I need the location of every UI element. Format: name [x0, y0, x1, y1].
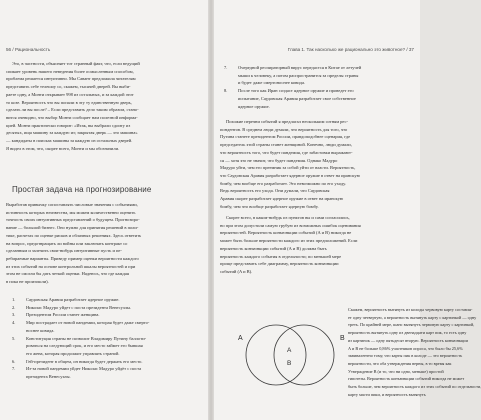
- text-line: событий (A и B).: [220, 268, 253, 274]
- text-line: вится очевидно, что выбор Монти сообщает нам полезной информа-: [6, 114, 138, 120]
- text-line: но при этом допустили самую грубую из возможных ошибок оценивания: [220, 222, 361, 228]
- text-line: быть больше, чем вероятность каждого из этих событий по отдельности,: [348, 384, 481, 390]
- text-line: что Саудовская Аравия разработает ядерное оружие в ответ на иранскую: [220, 172, 360, 178]
- text-line: представить себе телешоу со, скажем, тысячей дверей. Вы выби-: [6, 84, 131, 90]
- left-page: [0, 0, 208, 420]
- text-line: A и B не больше 0,86% участников опроса, что было бы 25,6%: [348, 345, 463, 351]
- list-item-number: 1.: [12, 297, 16, 302]
- list-item-number: 4.: [12, 320, 16, 326]
- list-item-number: 5.: [12, 335, 16, 341]
- text-line: гипотезы. Вероятность конъюнкции событий никогда не может: [348, 376, 465, 382]
- right-running-head: Глава 1. Так насколько же рационально это животное? / 37: [287, 47, 414, 52]
- right-body-text: [220, 118, 416, 210]
- text-line: вероятность конъюнкции событий (A и B) должна быть: [220, 245, 327, 251]
- text-line: вероятность вытянуть одну из двенадцати карт пик, то есть одну: [348, 330, 467, 336]
- text-line: вероятностей. Вероятность конъюнкции событий (A и B) никогда не: [220, 230, 352, 236]
- right-page: [214, 0, 481, 420]
- list-item-text: Николас Мадуро уйдет с поста президента Венесуэлы.: [26, 304, 132, 310]
- list-item: [12, 342, 202, 350]
- list-item-text: Из-за новой пандемии уйдет Николас Мадуро уйдёт с поста: [26, 366, 142, 372]
- list-item-text: роваться на следующий срок, и его место займет его бывшая: [26, 343, 143, 349]
- text-line: проблема решается интуитивно. Мы Савант предложила читателям: [6, 76, 136, 82]
- text-line: треть. По крайней мере, шанс вытянуть червовую карту с картинкой,: [348, 322, 475, 328]
- text-line: Похожие перечни событий я предлагал нескольким сотням рес-: [226, 119, 349, 124]
- list-item: [12, 296, 202, 304]
- list-item-number: 2.: [12, 304, 16, 310]
- left-section-text: [6, 201, 202, 286]
- text-line: ет одну четвертую, а вероятность вытянуть карту с картинкой — одну: [348, 314, 477, 320]
- text-line: вание — большой бизнес. Оно нужно для принятия решений в поли-: [6, 225, 139, 231]
- left-numbered-list: [12, 296, 202, 381]
- text-line: ся — хотя это не значит, что будет пандемия. Однако Мадуро: [220, 157, 338, 163]
- text-line: Утверждение B (и то, что ни одно, меньше) простой: [348, 368, 444, 374]
- text-line: то козе. Вероятность что вы попали в эту ту единственную дверь,: [6, 99, 132, 105]
- list-item-number: 6.: [12, 358, 16, 364]
- text-line: может быть больше вероятности каждого из этих предположений. Если: [220, 238, 358, 244]
- list-item-number: [224, 79, 238, 87]
- list-item-text: носнее ковида.: [26, 327, 55, 333]
- list-item-number: [12, 342, 26, 350]
- list-item: [12, 304, 202, 312]
- list-item-text: Саудовская Аравия разработает ядерное оружие.: [26, 297, 120, 302]
- list-item-text: Конституция страны не позволит Владимиру Путину баллоти-: [26, 335, 147, 341]
- list-item-text: Президентом России станет женщина.: [26, 312, 100, 318]
- list-item-number: [12, 327, 26, 335]
- venn-label-a: A: [238, 335, 243, 342]
- text-line: сделанным и залечить свои-нибудь интуитивные пусть и пе-: [6, 248, 122, 254]
- list-item-number: 8.: [224, 88, 228, 94]
- text-line: Я видел в этом, что, скорее всего, Монти и мы обозначили.: [6, 145, 120, 151]
- list-item-text: Гей-президент в общем, он никогда будет держать его место.: [26, 358, 143, 364]
- list-item-text: испытание, Саудовская Аравия разработает свое собственное: [238, 95, 356, 101]
- text-line: бомбу, чем что вообще разработает ядерную бомбу.: [220, 203, 319, 209]
- text-line: вероятности, что оба утверждения верны, в то время как: [348, 360, 452, 366]
- text-line: истинность которых неизвестна, мы можем количественно оценить: [6, 209, 136, 215]
- venn-intersection-label-a: A: [287, 347, 292, 354]
- text-line: — кандидаты в поисках машины за каждую из остальных дверей.: [6, 138, 133, 144]
- text-line: в пока не произошли).: [6, 279, 49, 285]
- text-line: карту масти пики, и вероятность вытянуть: [348, 391, 426, 397]
- list-item: [12, 350, 202, 358]
- right-body3-text: [348, 306, 481, 398]
- list-item: [224, 79, 414, 87]
- text-line: Ведь вероятность его ухода. Они думали, что Саудовская: [220, 188, 330, 194]
- list-item-number: 7.: [224, 65, 228, 70]
- left-intro-text: [6, 60, 202, 152]
- text-line: что вероятность того, что будет пандемия, где забастовки выражают-: [220, 149, 353, 155]
- text-line: эквивалентно тому, что карты пик в колоде — это вероятность: [348, 353, 463, 359]
- text-line: Мадуро уйти, чем его преемник за собой уйти от власти. Вероятность,: [220, 165, 356, 171]
- text-line: ребираемые варианты. Приведу пример оценки вероятности каждого: [6, 255, 139, 261]
- list-item: [12, 365, 202, 373]
- text-line: десятых, ища машину за каждую из; закрытая дверь — это машина»: [6, 130, 138, 136]
- list-item-text: президента Венесуэлы.: [26, 374, 71, 380]
- list-item: [12, 319, 202, 327]
- venn-intersection-label-b: B: [287, 360, 292, 367]
- list-item-number: [224, 72, 238, 80]
- text-line: из картинок — одну пятьдесят вторую. Вероятность конъюнкции: [348, 337, 468, 343]
- list-item-text: Очередной респираторный вирус передастся в Китае от летучей: [238, 65, 362, 70]
- left-running-head: 56 / Рациональность: [6, 47, 51, 52]
- list-item: [12, 373, 202, 381]
- list-item-number: [224, 103, 238, 111]
- list-item: [224, 72, 414, 80]
- right-numbered-list: [224, 64, 414, 110]
- venn-circle-b: [274, 325, 334, 385]
- section-title: Простая задача на прогнозирование: [12, 185, 152, 194]
- text-line: цией. Монти практически говорит: «Итак, вы выбрали сдоиту из: [6, 122, 131, 128]
- text-line: сделать ли вы после? – Если представить дело таким образом, стано-: [6, 107, 139, 113]
- list-item-number: [12, 350, 26, 358]
- text-line: Это, в частности, объясняет тот странный факт, что, если ведущий: [12, 61, 140, 66]
- list-item: [224, 95, 414, 103]
- text-line: тике, расчетах по оценке рисков и облачных решениях. Здесь ответить: [6, 232, 142, 238]
- text-line: спикает уровень нашего неведения более осмысленным способом,: [6, 68, 134, 74]
- list-item: [12, 311, 202, 319]
- right-body2-text: [220, 214, 361, 276]
- list-item: [224, 64, 414, 72]
- list-item-number: 7.: [12, 366, 16, 372]
- text-line: из этих событий на основе контрольной шкалы вероятностей и при: [6, 263, 136, 269]
- text-line: Скажем, вероятность вытянуть из колоды червовую карту составля-: [348, 307, 473, 312]
- text-line: этом не смогли бы дать четкой оценки. Надеюсь, что где каждая: [6, 271, 129, 277]
- list-item-text: ядерное оружие.: [238, 103, 270, 109]
- text-line: бомбу, чем вообще его разработает. Это невозможно по его уходу.: [220, 180, 347, 186]
- list-item-text: его жена, которая продолжит управлять страной.: [26, 350, 120, 356]
- list-item-text: После того как Иран создаст ядерное оружие и проведет его: [238, 88, 354, 94]
- list-item: [224, 103, 414, 111]
- list-item: [12, 327, 202, 335]
- list-item-text: мыши к человеку, а потом распространится за пределы страны: [238, 72, 359, 78]
- list-item: [12, 358, 202, 366]
- text-line: точность своих интуитивных представлений о будущем. Прогнозиро-: [6, 217, 140, 223]
- list-item-text: Мир пострадает от новой пандемии, которая будет даже смерто-: [26, 320, 150, 326]
- text-line: Выработав привычку сопоставлять числовые значения с событиями,: [6, 202, 138, 207]
- list-item-text: и будет даже смертоноснее ковида.: [238, 80, 306, 86]
- list-item-number: [224, 95, 238, 103]
- venn-label-b: B: [340, 335, 345, 342]
- text-line: вероятность каждого события в отдельности; по меньшей мере: [220, 253, 342, 259]
- text-line: председатель этой страны станет женщиной. Конечно, люди думали,: [220, 142, 352, 148]
- venn-diagram: [232, 312, 352, 398]
- text-line: Скорее всего, в каком-нибудь из пунктов вы и сами согласились,: [226, 215, 350, 220]
- text-line: пондентов. В среднем люди думали, что вероятность для того, что: [220, 126, 348, 132]
- text-line: на вопрос, предотвращать ли войны или заключать контракт со: [6, 240, 128, 246]
- text-line: проще представить себе диаграмму, вероятность конъюнкции: [220, 261, 339, 267]
- list-item-number: 3.: [12, 312, 16, 318]
- list-item: [12, 335, 202, 343]
- text-line: раете одну, а Монти открывает 998 из остальных, и за каждой этот: [6, 91, 134, 97]
- text-line: Путина станете президентом России, правдоподобнее сценария, где: [220, 134, 351, 140]
- venn-circle-a: [246, 325, 306, 385]
- list-item-number: [12, 373, 26, 381]
- text-line: Аравия скорее разработает ядерное оружие в ответ на иранскую: [220, 196, 344, 202]
- list-item: [224, 87, 414, 95]
